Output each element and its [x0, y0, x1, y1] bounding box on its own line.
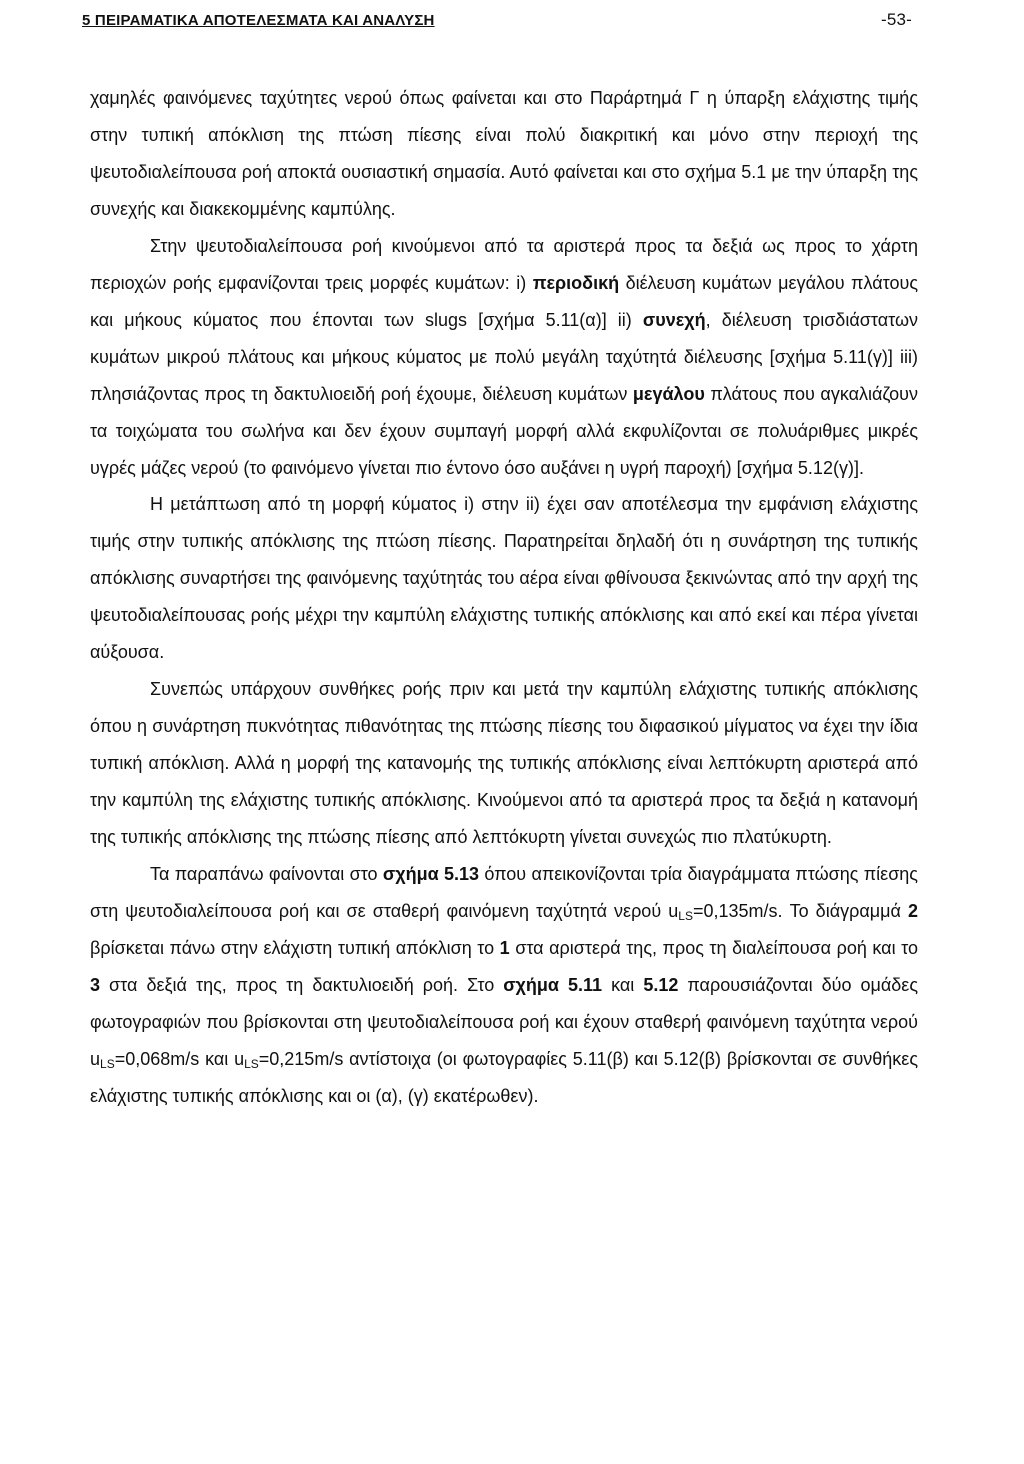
p5-text-i: παρουσιάζονται δύο ομάδες φωτογραφιών που βρίσκονται στη ψευτοδιαλείπουσα ροή και έχουν σταθερή φαινόμενη ταχύτητα νερού u: [90, 974, 919, 1069]
p5-bold-fig-5-11: σχήμα 5.11: [503, 974, 603, 995]
body-text: [90, 80, 918, 1115]
p5-text-k: =0,215m/s αντίστοιχα (οι φωτογραφίες 5.11(β) και 5.12(β) βρίσκονται σε συνθήκες ελάχιστης τυπικής απόκλισης και οι (α), (γ) εκατέρωθεν).: [90, 1048, 919, 1106]
p2-text-c: διέλευση κυμάτων μεγάλου πλάτους και μήκους κύματος που έπονται των slugs [σχήμα 5.11(α)] ii): [90, 272, 918, 330]
p5-subscript-ls-2: LS: [100, 1056, 115, 1071]
p2-bold-periodic: περιοδική: [532, 272, 620, 293]
p5-subscript-ls-1: LS: [678, 908, 693, 923]
p5-text-j: =0,068m/s και u: [114, 1048, 245, 1069]
paragraph-3: Η μετάπτωση από τη μορφή κύματος i) στην ii) έχει σαν αποτέλεσμα την εμφάνιση ελάχιστης τιμής στην τυπικής απόκλισης της πτώση πίεσης. Παρατηρείται δηλαδή ότι η συνάρτηση της τυπικής απόκλισης συναρτήσει της φαινόμενης ταχύτητάς του αέρα είναι φθίνουσα ξεκινώντας από την αρχή της ψευτοδιαλείπουσας ροής μέχρι την καμπύλη ελάχιστης τυπικής απόκλισης και από εκεί και πέρα γίνεται αύξουσα.: [90, 494, 918, 663]
page-header: [82, 8, 912, 32]
p2-text-d: , διέλευση τρισδιάστατων κυμάτων μικρού πλάτους και μήκους κύματος με πολύ μεγάλη ταχύτητά διέλευσης [σχήμα 5.11(γ)] iii) πλησιάζοντας προς τη δακτυλιοειδή ροή έχουμε, διέλευση κυμάτων: [90, 309, 919, 404]
p5-text-f: στα αριστερά της, προς τη διαλείπουσα ροή και το: [509, 937, 918, 958]
p5-text-d: =0,135m/s. Το διάγραμμά: [692, 900, 908, 921]
p2-bold-continuous: συνεχή: [642, 309, 706, 330]
p5-subscript-ls-3: LS: [244, 1056, 259, 1071]
p5-bold-3: 3: [90, 974, 101, 995]
paragraph-4: Συνεπώς υπάρχουν συνθήκες ροής πριν και μετά την καμπύλη ελάχιστης τυπικής απόκλισης όπου η συνάρτηση πυκνότητας πιθανότητας της πτώσης πίεσης του διφασικού μίγματος να έχει την ίδια τυπική απόκλιση. Αλλά η μορφή της κατανομής της τυπικής απόκλισης είναι λεπτόκυρτη αριστερά από την καμπύλη της ελάχιστης τυπικής απόκλισης. Κινούμενοι από τα αριστερά προς τα δεξιά η κατανομή της τυπικής απόκλισης της πτώσης πίεσης από λεπτόκυρτη γίνεται συνεχώς πιο πλατύκυρτη.: [90, 679, 918, 848]
p5-text-h: και: [602, 974, 644, 995]
p2-text-e: πλάτους που αγκαλιάζουν τα τοιχώματα του σωλήνα και δεν έχουν συμπαγή μορφή αλλά εκφυλίζονται σε πολυάριθμες μικρές υγρές μάζες νερού (το φαινόμενο γίνεται πιο έντονο όσο αυξάνει η υγρή παροχή) [σχήμα 5.12(γ)].: [90, 383, 918, 478]
chapter-title: 5 ΠΕΙΡΑΜΑΤΙΚΑ ΑΠΟΤΕΛΕΣΜΑΤΑ ΚΑΙ ΑΝΑΛΥΣΗ: [82, 11, 435, 29]
p2-text-a: Στην ψευτοδιαλείπουσα ροή κινούμενοι από τα αριστερά προς τα δεξιά ως προς το χάρτη περιοχών ροής εμφανίζονται τρεις μορφές κυμάτων: i): [90, 235, 918, 293]
paragraph-2: [90, 228, 918, 487]
p2-bold-large: μεγάλου: [632, 383, 705, 404]
p5-bold-2: 2: [907, 900, 918, 921]
p5-text-c: όπου απεικονίζονται τρία διαγράμματα πτώσης πίεσης στη ψευτοδιαλείπουσα ροή και σε σταθερή φαινόμενη ταχύτητά νερού u: [90, 864, 918, 921]
p5-text-e: βρίσκεται πάνω στην ελάχιστη τυπική απόκλιση το: [90, 937, 500, 958]
page-number: -53-: [880, 10, 912, 29]
p5-bold-fig-5-13: σχήμα 5.13: [382, 864, 480, 885]
p5-bold-1: 1: [499, 937, 510, 958]
p5-bold-5-12: 5.12: [643, 974, 679, 995]
p5-text-a: Τα παραπάνω φαίνονται στο: [150, 864, 383, 885]
paragraph-5: [90, 856, 918, 1115]
paragraph-1: χαμηλές φαινόμενες ταχύτητες νερού όπως φαίνεται και στο Παράρτημά Γ η ύπαρξη ελάχιστης τιμής στην τυπική απόκλιση της πτώση πίεσης είναι πολύ διακριτική και μόνο στην περιοχή της ψευτοδιαλείπουσα ροή αποκτά ουσιαστική σημασία. Αυτό φαίνεται και στο σχήμα 5.1 με την ύπαρξη της συνεχής και διακεκομμένης καμπύλης.: [90, 88, 918, 219]
p5-text-g: στα δεξιά της, προς τη δακτυλιοειδή ροή. Στο: [100, 974, 504, 995]
